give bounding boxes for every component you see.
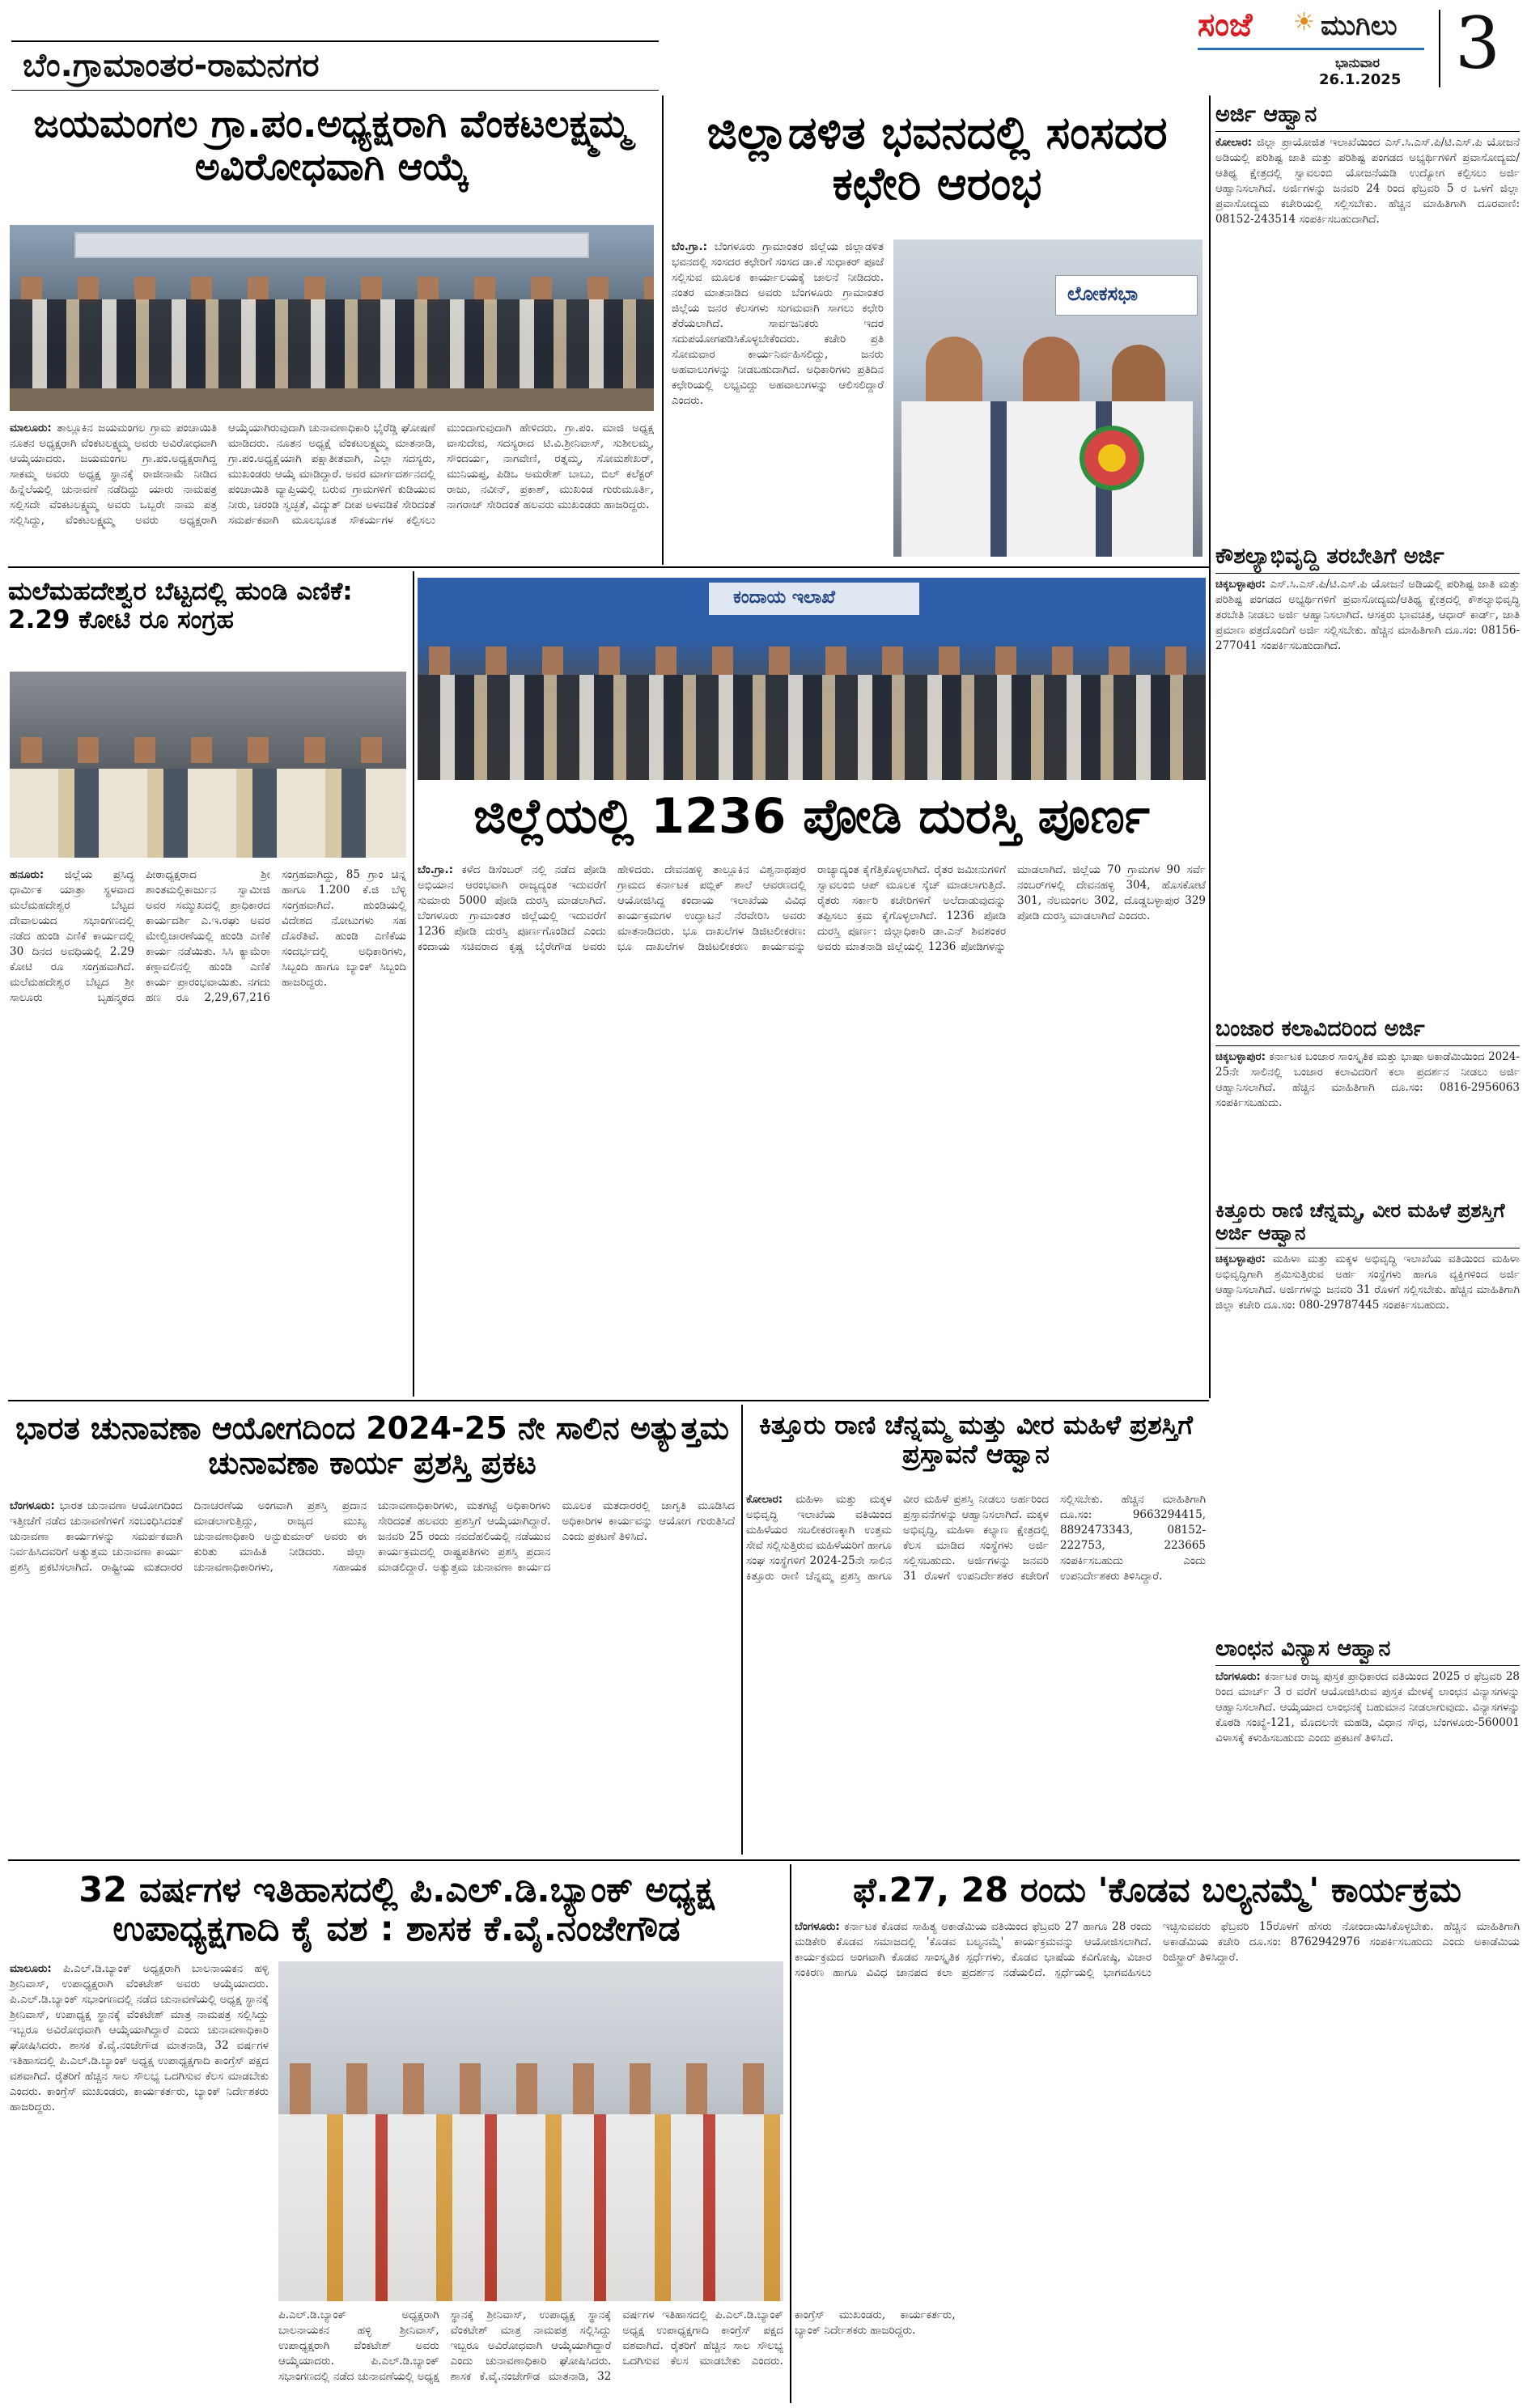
notice-body: ಕರ್ನಾಟಕ ಬಂಜಾರ ಸಾಂಸ್ಕೃತಿಕ ಮತ್ತು ಭಾಷಾ ಅಕಾಡೆಮಿಯಿಂದ 2024-25ನೇ ಸಾಲಿನಲ್ಲಿ ಬಂಜಾರ ಕಲಾವಿದರಿಗೆ ಕಲಾ ಪ್ರದರ್ಶನ ನೀಡಲು ಅರ್ಜಿ ಆಹ್ವಾನಿಸಲಾಗಿದೆ. ಹೆಚ್ಚಿನ ಮಾಹಿತಿಗಾಗಿ ದೂ.ಸಂ: 0816-2956063 ಸಂಪರ್ಕಿಸಬಹುದು. xyxy=(1215,1050,1520,1109)
page-number: 3 xyxy=(1455,2,1500,85)
divider xyxy=(8,1400,1209,1401)
article-podi xyxy=(418,571,1206,1397)
body-text: ಕರ್ನಾಟಕ ಕೊಡವ ಸಾಹಿತ್ಯ ಅಕಾಡೆಮಿಯ ವತಿಯಿಂದ ಫೆಬ್ರವರಿ 27 ಹಾಗೂ 28 ರಂದು ಮಡಿಕೇರಿ ಕೊಡವ ಸಮಾಜದಲ್ಲಿ 'ಕೊಡವ ಬಲ್ಯನಮ್ಮೆ' ಕಾರ್ಯಕ್ರಮವನ್ನು ಆಯೋಜಿಸಲಾಗಿದೆ. ಕಾರ್ಯಕ್ರಮದ ಅಂಗವಾಗಿ ಕೊಡವ ಸಾಂಸ್ಕೃತಿಕ ಸ್ಪರ್ಧೆಗಳು, ಕೊಡವ ಭಾಷೆಯ ಕವಿಗೋಷ್ಠಿ, ವಿಚಾರ ಸಂಕಿರಣ ಹಾಗೂ ವಿವಿಧ ಜಾನಪದ ಕಲಾ ಪ್ರದರ್ಶನ ನಡೆಯಲಿದೆ. ಸ್ಪರ್ಧೆಯಲ್ಲಿ ಭಾಗವಹಿಸಲು ಇಚ್ಛಿಸುವವರು ಫೆಬ್ರವರಿ 15ರೊಳಗೆ ಹೆಸರು ನೋಂದಾಯಿಸಿಕೊಳ್ಳಬೇಕು. ಹೆಚ್ಚಿನ ಮಾಹಿತಿಗಾಗಿ ಅಕಾಡೆಮಿಯ ಕಚೇರಿ ದೂ.ಸಂ: 8762942976 ಸಂಪರ್ಕಿಸಬಹುದು ಎಂದು ಅಕಾಡೆಮಿಯ ರಿಜಿಸ್ಟ್ರಾರ್ ತಿಳಿಸಿದ್ದಾರೆ. xyxy=(795,1920,1520,1979)
article-election-award xyxy=(8,1405,736,1855)
headline: 32 ವರ್ಷಗಳ ಇತಿಹಾಸದಲ್ಲಿ ಪಿ.ಎಲ್.ಡಿ.ಬ್ಯಾಂಕ್ ಅಧ್ಯಕ್ಷ ಉಪಾಧ್ಯಕ್ಷಗಾದಿ ಕೈ ವಶ : ಶಾಸಕ ಕೆ.ವೈ.ನಂಜೇಗೌಡ xyxy=(78,1870,715,1950)
section-title: ಬೆಂ.ಗ್ರಾಮಾಂತರ-ರಾಮನಗರ xyxy=(23,47,320,84)
dateline: ಚಿಕ್ಕಬಳ್ಳಾಪುರ: xyxy=(1215,1253,1266,1265)
divider xyxy=(8,1859,1520,1861)
divider xyxy=(790,1864,791,2403)
article-body xyxy=(10,421,654,558)
notice-title: ಕಿತ್ತೂರು ರಾಣಿ ಚೆನ್ನಮ್ಮ, ವೀರ ಮಹಿಳೆ ಪ್ರಶಸ್ತಿಗೆ ಅರ್ಜಿ ಆಹ್ವಾನ xyxy=(1215,1198,1520,1249)
hundi-counting-photo xyxy=(10,672,406,858)
headline: ಜಯಮಂಗಲ ಗ್ರಾ.ಪಂ.ಅಧ್ಯಕ್ಷರಾಗಿ ವೆಂಕಟಲಕ್ಷ್ಮಮ್ಮ ಅವಿರೋಧವಾಗಿ ಆಯ್ಕೆ xyxy=(33,102,630,189)
masthead-divider xyxy=(1439,10,1440,87)
article-body xyxy=(10,1499,735,1851)
article-body xyxy=(746,1492,1206,1851)
headline: ಭಾರತ ಚುನಾವಣಾ ಆಯೋಗದಿಂದ 2024-25 ನೇ ಸಾಲಿನ ಅತ್ಯುತ್ತಮ ಚುನಾವಣಾ ಕಾರ್ಯ ಪ್ರಶಸ್ತಿ ಪ್ರಕಟ xyxy=(15,1410,729,1481)
dateline: ಚಿಕ್ಕಬಳ್ಳಾಪುರ: xyxy=(1215,578,1266,591)
dateline: ಬೆಂ.ಗ್ರಾ.: xyxy=(672,240,708,253)
masthead xyxy=(1198,3,1521,91)
page-header xyxy=(0,0,1527,93)
palm-icon: ☀ xyxy=(1293,8,1315,36)
dateline: ಬೆಂಗಳೂರು: xyxy=(795,1920,840,1933)
mp-office-photo xyxy=(893,240,1203,557)
article-body xyxy=(672,240,884,557)
newspaper-logo xyxy=(1198,6,1424,50)
divider xyxy=(741,1405,743,1855)
notices-sidebar-lower xyxy=(1215,1198,1520,1926)
article-mp-office xyxy=(670,95,1204,561)
body-text: ಮಹಿಳಾ ಮತ್ತು ಮಕ್ಕಳ ಅಭಿವೃದ್ಧಿ ಇಲಾಖೆಯ ವತಿಯಿಂದ ಮಹಿಳೆಯರ ಸಬಲೀಕರಣಕ್ಕಾಗಿ ಉತ್ತಮ ಸೇವೆ ಸಲ್ಲಿಸುತ್ತಿರುವ ಮಹಿಳೆಯರಿಗೆ ಹಾಗೂ ಸಂಘ ಸಂಸ್ಥೆಗಳಿಗೆ 2024-25ನೇ ಸಾಲಿನ ಕಿತ್ತೂರು ರಾಣಿ ಚೆನ್ನಮ್ಮ ಪ್ರಶಸ್ತಿ ಹಾಗೂ ವೀರ ಮಹಿಳೆ ಪ್ರಶಸ್ತಿ ನೀಡಲು ಅರ್ಹರಿಂದ ಪ್ರಸ್ತಾವನೆಗಳನ್ನು ಆಹ್ವಾನಿಸಲಾಗಿದೆ. ಮಕ್ಕಳ ಅಭಿವೃದ್ಧಿ, ಮಹಿಳಾ ಕಲ್ಯಾಣ ಕ್ಷೇತ್ರದಲ್ಲಿ ಕೆಲಸ ಮಾಡಿದ ಸಂಸ್ಥೆಗಳು ಅರ್ಜಿ ಸಲ್ಲಿಸಬಹುದು. ಅರ್ಜಿಗಳನ್ನು ಜನವರಿ 31 ರೊಳಗೆ ಉಪನಿರ್ದೇಶಕರ ಕಚೇರಿಗೆ ಸಲ್ಲಿಸಬೇಕು. ಹೆಚ್ಚಿನ ಮಾಹಿತಿಗಾಗಿ ದೂ.ಸಂ: 9663294415, 8892473343, 08152-222753, 223665 ಸಂಪರ್ಕಿಸಬಹುದು ಎಂದು ಉಪನಿರ್ದೇಶಕರು ತಿಳಿಸಿದ್ದಾರೆ. xyxy=(746,1493,1206,1583)
notice-body: ಎಸ್.ಸಿ.ಎಸ್.ಪಿ/ಟಿ.ಎಸ್.ಪಿ ಯೋಜನೆ ಅಡಿಯಲ್ಲಿ ಪರಿಶಿಷ್ಟ ಜಾತಿ ಮತ್ತು ಪರಿಶಿಷ್ಟ ಪಂಗಡದ ಅಭ್ಯರ್ಥಿಗಳಿಗೆ ಪ್ರವಾಸೋದ್ಯಮ/ಆತಿಥ್ಯ ಕ್ಷೇತ್ರದಲ್ಲಿ ಕೌಶಲ್ಯಾಭಿವೃದ್ಧಿ ತರಬೇತಿ ನೀಡಲು ಅರ್ಜಿ ಆಹ್ವಾನಿಸಲಾಗಿದೆ. ಆಸಕ್ತರು ಭಾವಚಿತ್ರ, ಆಧಾರ್ ಕಾರ್ಡ್, ಜಾತಿ ಪ್ರಮಾಣ ಪತ್ರದೊಂದಿಗೆ ಅರ್ಜಿ ಸಲ್ಲಿಸಬೇಕು. ಹೆಚ್ಚಿನ ಮಾಹಿತಿಗಾಗಿ ದೂ.ಸಂ: 08156-277041 ಸಂಪರ್ಕಿಸಬಹುದಾಗಿದೆ. xyxy=(1215,578,1520,652)
article-jayamangala xyxy=(8,95,655,561)
headline: ಕಿತ್ತೂರು ರಾಣಿ ಚೆನ್ನಮ್ಮ ಮತ್ತು ವೀರ ಮಹಿಳೆ ಪ್ರಶಸ್ತಿಗೆ ಪ್ರಸ್ತಾವನೆ ಆಹ್ವಾನ xyxy=(759,1410,1193,1469)
headline: ಮಲೆಮಹದೇಶ್ವರ ಬೆಟ್ಟದಲ್ಲಿ ಹುಂಡಿ ಎಣಿಕೆ: 2.29 ಕೋಟಿ ರೂ ಸಂಗ್ರಹ xyxy=(8,577,353,634)
dateline: ಚಿಕ್ಕಬಳ್ಳಾಪುರ: xyxy=(1215,1050,1266,1063)
body-text: ತಾಲ್ಲೂಕಿನ ಜಯಮಂಗಲ ಗ್ರಾಮ ಪಂಚಾಯಿತಿ ನೂತನ ಅಧ್ಯಕ್ಷರಾಗಿ ವೆಂಕಟಲಕ್ಷ್ಮಮ್ಮ ಅವರು ಅವಿರೋಧವಾಗಿ ಆಯ್ಕೆಯಾದರು. ಜಯಮಂಗಲ ಗ್ರಾ.ಪಂ.ಅಧ್ಯಕ್ಷರಾಗಿದ್ದ ಸಾಕಮ್ಮ ಅವರು ಅಧ್ಯಕ್ಷ ಸ್ಥಾನಕ್ಕೆ ರಾಜೀನಾಮೆ ನೀಡಿದ ಹಿನ್ನೆಲೆಯಲ್ಲಿ ಚುನಾವಣೆ ನಡೆದಿದ್ದು ಯಾರು ನಾಮಪತ್ರ ಸಲ್ಲಿಸದೇ ವೆಂಕಟಲಕ್ಷ್ಮಮ್ಮ ಅವರು ಒಬ್ಬರೇ ನಾಮ ಪತ್ರ ಸಲ್ಲಿಸಿದ್ದು, ವೆಂಕಟಲಕ್ಷ್ಮಮ್ಮ ಅವರು ಅಧ್ಯಕ್ಷರಾಗಿ ಆಯ್ಕೆಯಾಗಿರುವುದಾಗಿ ಚುನಾವಣಾಧಿಕಾರಿ ಭೈರೆಡ್ಡಿ ಘೋಷಣೆ ಮಾಡಿದರು. ನೂತನ ಅಧ್ಯಕ್ಷೆ ವೆಂಕಟಲಕ್ಷ್ಮಮ್ಮ ಮಾತನಾಡಿ, ಗ್ರಾ.ಪಂ.ಅಧ್ಯಕ್ಷೆಯಾಗಿ ಪಕ್ಷಾತೀತವಾಗಿ, ಎಲ್ಲಾ ಸದಸ್ಯರು, ಮುಖಂಡರು ಆಯ್ಕೆ ಮಾಡಿದ್ದಾರೆ. ಅವರ ಮಾರ್ಗದರ್ಶನದಲ್ಲಿ ಪಂಚಾಯಿತಿ ವ್ಯಾಪ್ತಿಯಲ್ಲಿ ಬರುವ ಗ್ರಾಮಗಳಿಗೆ ಕುಡಿಯುವ ನೀರು, ಚರಂಡಿ ಸ್ವಚ್ಛತೆ, ವಿದ್ಯುತ್ ದೀಪ ಅಳವಡಿಕೆ ಸೇರಿದಂತೆ ಸಮರ್ಪಕವಾಗಿ ಮೂಲಭೂತ ಸೌಕರ್ಯಗಳ ಕಲ್ಪಿಸಲು ಮುಂದಾಗುವುದಾಗಿ ಹೇಳಿದರು. ಗ್ರಾ.ಪಂ. ಮಾಜಿ ಅಧ್ಯಕ್ಷ ವಾಸುದೇವ, ಸದಸ್ಯರಾದ ಟಿ.ವಿ.ಶ್ರೀನಿವಾಸ್, ಸುಶೀಲಮ್ಮ, ಸೌಂದರ್ಯ, ನಾಗವೇಣಿ, ರತ್ನಮ್ಮ, ಸೋಮಶೇಖರ್, ಮುನಿಯಪ್ಪ, ಪಿಡಿಒ ಅಮರೇಶ್ ಬಾಬು, ಬಿಲ್ ಕಲೆಕ್ಟರ್ ರಾಜು, ನವೀನ್, ಪ್ರಕಾಶ್, ಮುಖಂಡ ಗುರುಮೂರ್ತಿ, ನಾಗರಾಜ್ ಸೇರಿದಂತೆ ಹಲವರು ಮುಖಂಡರು ಹಾಜರಿದ್ದರು. xyxy=(10,422,654,527)
notice-title: ಅರ್ಜಿ ಆಹ್ವಾನ xyxy=(1215,100,1520,132)
article-body-continued xyxy=(278,2308,956,2398)
article-body xyxy=(10,1961,269,2398)
revenue-event-photo xyxy=(418,578,1206,780)
event-banner xyxy=(709,583,919,615)
notice-body: ಜಿಲ್ಲಾ ಪ್ರಾಯೋಜಿತ ಇಲಾಖೆಯಿಂದ ಎಸ್.ಸಿ.ಎಸ್.ಪಿ/ಟಿ.ಎಸ್.ಪಿ ಯೋಜನೆ ಅಡಿಯಲ್ಲಿ ಪರಿಶಿಷ್ಟ ಜಾತಿ ಮತ್ತು ಪರಿಶಿಷ್ಟ ಪಂಗಡದ ಅಭ್ಯರ್ಥಿಗಳಿಗೆ ಪ್ರವಾಸೋದ್ಯಮ/ಆತಿಥ್ಯ ಕ್ಷೇತ್ರದಲ್ಲಿ ಸ್ವಾವಲಂಬಿ ಯೋಜನೆಯಡಿ ಉದ್ಯೋಗ ಕಲ್ಪಿಸಲು ಅರ್ಜಿ ಆಹ್ವಾನಿಸಲಾಗಿದೆ. ಅರ್ಜಿಗಳನ್ನು ಜನವರಿ 24 ರಿಂದ ಫೆಬ್ರವರಿ 5 ರ ಒಳಗೆ ಜಿಲ್ಲಾ ಪ್ರವಾಸೋದ್ಯಮ ಕಚೇರಿಯಲ್ಲಿ ಸಲ್ಲಿಸಬೇಕು. ಹೆಚ್ಚಿನ ಮಾಹಿತಿಗಾಗಿ ದೂರವಾಣಿ: 08152-243514 ಸಂಪರ್ಕಿಸಬಹುದಾಗಿದೆ. xyxy=(1215,136,1520,226)
article-body xyxy=(418,863,1206,1393)
notice-body: ಕರ್ನಾಟಕ ರಾಜ್ಯ ಪುಸ್ತಕ ಪ್ರಾಧಿಕಾರದ ವತಿಯಿಂದ 2025 ರ ಫೆಬ್ರವರಿ 28 ರಿಂದ ಮಾರ್ಚ್ 3 ರ ವರೆಗೆ ಆಯೋಜಿಸಿರುವ ಪುಸ್ತಕ ಮೇಳಕ್ಕೆ ಲಾಂಛನ ವಿನ್ಯಾಸಗಳನ್ನು ಆಹ್ವಾನಿಸಲಾಗಿದೆ. ಆಯ್ಕೆಯಾದ ಲಾಂಛನಕ್ಕೆ ಬಹುಮಾನ ನೀಡಲಾಗುವುದು. ವಿನ್ಯಾಸಗಳನ್ನು ಕೊಠಡಿ ಸಂಖ್ಯೆ-121, ಮೊದಲನೇ ಮಹಡಿ, ವಿಧಾನ ಸೌಧ, ಬೆಂಗಳೂರು-560001 ವಿಳಾಸಕ್ಕೆ ಕಳುಹಿಸಬಹುದು ಎಂದು ಪ್ರಕಟಣೆ ತಿಳಿಸಿದೆ. xyxy=(1215,1670,1520,1745)
dateline: ಕೋಲಾರ: xyxy=(746,1493,783,1506)
headline: ಫೆ.27, 28 ರಂದು 'ಕೊಡವ ಬಲ್ಯನಮ್ಮೆ' ಕಾರ್ಯಕ್ರಮ xyxy=(853,1870,1461,1910)
notice-title: ಕೌಶಲ್ಯಾಭಿವೃದ್ದಿ ತರಬೇತಿಗೆ ಅರ್ಜಿ xyxy=(1215,542,1520,574)
body-text: ಭಾರತ ಚುನಾವಣಾ ಆಯೋಗದಿಂದ ಇತ್ತೀಚೆಗೆ ನಡೆದ ಚುನಾವಣೆಗಳಿಗೆ ಸಂಬಂಧಿಸಿದಂತೆ ಚುನಾವಣಾ ಕಾರ್ಯಗಳನ್ನು ಸಮರ್ಪಕವಾಗಿ ನಿರ್ವಹಿಸಿದವರಿಗೆ ಅತ್ಯುತ್ತಮ ಚುನಾವಣಾ ಕಾರ್ಯ ಪ್ರಶಸ್ತಿ ಪ್ರಕಟಿಸಲಾಗಿದೆ. ರಾಷ್ಟ್ರೀಯ ಮತದಾರರ ದಿನಾಚರಣೆಯ ಅಂಗವಾಗಿ ಪ್ರಶಸ್ತಿ ಪ್ರದಾನ ಮಾಡಲಾಗುತ್ತಿದ್ದು, ರಾಜ್ಯದ ಮುಖ್ಯ ಚುನಾವಣಾಧಿಕಾರಿ ಅನ್ಬುಕುಮಾರ್ ಅವರು ಈ ಕುರಿತು ಮಾಹಿತಿ ನೀಡಿದರು. ಜಿಲ್ಲಾ ಚುನಾವಣಾಧಿಕಾರಿಗಳು, ಸಹಾಯಕ ಚುನಾವಣಾಧಿಕಾರಿಗಳು, ಮತಗಟ್ಟೆ ಅಧಿಕಾರಿಗಳು ಸೇರಿದಂತೆ ಹಲವರು ಪ್ರಶಸ್ತಿಗೆ ಆಯ್ಕೆಯಾಗಿದ್ದಾರೆ. ಜನವರಿ 25 ರಂದು ನವದೆಹಲಿಯಲ್ಲಿ ನಡೆಯುವ ಕಾರ್ಯಕ್ರಮದಲ್ಲಿ ರಾಷ್ಟ್ರಪತಿಗಳು ಪ್ರಶಸ್ತಿ ಪ್ರದಾನ ಮಾಡಲಿದ್ದಾರೆ. ಅತ್ಯುತ್ತಮ ಚುನಾವಣಾ ಕಾರ್ಯದ ಮೂಲಕ ಮತದಾರರಲ್ಲಿ ಜಾಗೃತಿ ಮೂಡಿಸಿದ ಅಧಿಕಾರಿಗಳ ಕಾರ್ಯವನ್ನು ಆಯೋಗ ಗುರುತಿಸಿದೆ ಎಂದು ಪ್ರಕಟಣೆ ತಿಳಿಸಿದೆ. xyxy=(10,1499,735,1574)
section-banner xyxy=(11,40,659,91)
group-photo xyxy=(10,225,654,411)
notice-title: ಲಾಂಛನ ವಿನ್ಯಾಸ ಆಹ್ವಾನ xyxy=(1215,1634,1520,1666)
divider xyxy=(1209,95,1211,1398)
dateline: ಕೋಲಾರ: xyxy=(1215,136,1253,149)
logo-sanje: ಸಂಜೆ xyxy=(1198,6,1253,44)
notice-1 xyxy=(1215,100,1520,529)
dateline: ಮಾಲೂರು: xyxy=(10,422,52,435)
dateline: ಬೆಂ.ಗ್ರಾ.: xyxy=(418,863,454,876)
article-body xyxy=(795,1919,1520,2400)
notice-title: ಬಂಜಾರ ಕಲಾವಿದರಿಂದ ಅರ್ಜಿ xyxy=(1215,1015,1520,1046)
body-text: ಪಿ.ಎಲ್.ಡಿ.ಬ್ಯಾಂಕ್ ಅಧ್ಯಕ್ಷರಾಗಿ ಬಾಲನಾಯಕನ ಹಳ್ಳಿ ಶ್ರೀನಿವಾಸ್, ಉಪಾಧ್ಯಕ್ಷರಾಗಿ ವೆಂಕಟೇಶ್ ಅವರು ಆಯ್ಕೆಯಾದರು. ಪಿ.ಎಲ್.ಡಿ.ಬ್ಯಾಂಕ್ ಸಭಾಂಗಣದಲ್ಲಿ ನಡೆದ ಚುನಾವಣೆಯಲ್ಲಿ ಅಧ್ಯಕ್ಷ ಸ್ಥಾನಕ್ಕೆ ಶ್ರೀನಿವಾಸ್, ಉಪಾಧ್ಯಕ್ಷ ಸ್ಥಾನಕ್ಕೆ ವೆಂಕಟೇಶ್ ಮಾತ್ರ ನಾಮಪತ್ರ ಸಲ್ಲಿಸಿದ್ದು ಇಬ್ಬರೂ ಅವಿರೋಧವಾಗಿ ಆಯ್ಕೆಯಾಗಿದ್ದಾರೆ ಎಂದು ಚುನಾವಣಾಧಿಕಾರಿ ಘೋಷಿಸಿದರು. ಶಾಸಕ ಕೆ.ವೈ.ನಂಜೇಗೌಡ ಮಾತನಾಡಿ, 32 ವರ್ಷಗಳ ಇತಿಹಾಸದಲ್ಲಿ ಪಿ.ಎಲ್.ಡಿ.ಬ್ಯಾಂಕ್ ಅಧ್ಯಕ್ಷ ಉಪಾಧ್ಯಕ್ಷಗಾದಿ ಕಾಂಗ್ರೆಸ್ ಪಕ್ಷದ ವಶವಾಗಿದೆ. ರೈತರಿಗೆ ಹೆಚ್ಚಿನ ಸಾಲ ಸೌಲಭ್ಯ ಒದಗಿಸುವ ಕೆಲಸ ಮಾಡಬೇಕು ಎಂದರು. ಕಾಂಗ್ರೆಸ್ ಮುಖಂಡರು, ಕಾರ್ಯಕರ್ತರು, ಬ್ಯಾಂಕ್ ನಿರ್ದೇಶಕರು ಹಾಜರಿದ್ದರು. xyxy=(10,1962,269,2113)
body-text: ಬೆಂಗಳೂರು ಗ್ರಾಮಾಂತರ ಜಿಲ್ಲೆಯ ಜಿಲ್ಲಾಡಳಿತ ಭವನದಲ್ಲಿ ಸಂಸದರ ಕಛೇರಿಗೆ ಸಂಸದ ಡಾ.ಕೆ ಸುಧಾಕರ್ ಪೂಜೆ ಸಲ್ಲಿಸುವ ಮೂಲಕ ಕಾರ್ಯಾಲಯಕ್ಕೆ ಚಾಲನೆ ನೀಡಿದರು. ನಂತರ ಮಾತನಾಡಿದ ಅವರು ಬೆಂಗಳೂರು ಗ್ರಾಮಾಂತರ ಜಿಲ್ಲೆಯ ಜನರ ಕೆಲಸಗಳು ಸುಗಮವಾಗಿ ಸಾಗಲು ಕಛೇರಿ ತೆರೆಯಲಾಗಿದೆ. ಸಾರ್ವಜನಿಕರು ಇದರ ಸದುಪಯೋಗಪಡಿಸಿಕೊಳ್ಳಬೇಕೆಂದರು. ಕಚೇರಿ ಪ್ರತಿ ಸೋಮವಾರ ಕಾರ್ಯನಿರ್ವಹಿಸಲಿದ್ದು, ಜನರು ಅಹವಾಲುಗಳನ್ನು ನೀಡಬಹುದಾಗಿದೆ. ಅಧಿಕಾರಿಗಳು ಪ್ರತಿದಿನ ಕಛೇರಿಯಲ್ಲಿ ಲಭ್ಯವಿದ್ದು ಅಹವಾಲುಗಳನ್ನು ಆಲಿಸಲಿದ್ದಾರೆ ಎಂದರು. xyxy=(672,240,884,407)
issue-date: 26.1.2025 xyxy=(1319,71,1402,88)
banner-text: ಲೋಕಸಭಾ xyxy=(1067,282,1139,305)
logo-mugilu: ಮುಗಿಲು xyxy=(1321,10,1398,42)
article-kodava xyxy=(795,1864,1520,2403)
divider xyxy=(8,566,1209,568)
divider xyxy=(413,571,414,1397)
dateline: ಬೆಂಗಳೂರು: xyxy=(1215,1670,1261,1683)
dateline: ಬೆಂಗಳೂರು: xyxy=(10,1499,55,1512)
body-text: ಜಿಲ್ಲೆಯ ಪ್ರಸಿದ್ಧ ಧಾರ್ಮಿಕ ಯಾತ್ರಾ ಸ್ಥಳವಾದ ಮಲೆಮಹದೇಶ್ವರ ಬೆಟ್ಟದ ದೇವಾಲಯದ ಸಭಾಂಗಣದಲ್ಲಿ ನಡೆದ ಹುಂಡಿ ಎಣಿಕೆ ಕಾರ್ಯದಲ್ಲಿ 30 ದಿನದ ಅವಧಿಯಲ್ಲಿ 2.29 ಕೋಟಿ ರೂ ಸಂಗ್ರಹವಾಗಿದೆ. ಮಲೆಮಹದೇಶ್ವರ ಬೆಟ್ಟದ ಶ್ರೀ ಸಾಲೂರು ಬೃಹನ್ಮಠದ ಪೀಠಾಧ್ಯಕ್ಷರಾದ ಶ್ರೀ ಶಾಂತಮಲ್ಲಿಕಾರ್ಜುನ ಸ್ವಾಮೀಜಿ ಅವರ ಸಮ್ಮುಖದಲ್ಲಿ ಪ್ರಾಧಿಕಾರದ ಕಾರ್ಯದರ್ಶಿ ಎ.ಇ.ರಘು ಅವರ ಮೇಲ್ವಿಚಾರಣೆಯಲ್ಲಿ ಹುಂಡಿ ಎಣಿಕೆ ಕಾರ್ಯ ನಡೆಯಿತು. ಸಿಸಿ ಕ್ಯಾಮೆರಾ ಕಣ್ಗಾವಲಿನಲ್ಲಿ ಹುಂಡಿ ಎಣಿಕೆ ಕಾರ್ಯ ಪ್ರಾರಂಭವಾಯಿತು. ನಗದು ಹಣ ರೂ 2,29,67,216 ಸಂಗ್ರಹವಾಗಿದ್ದು, 85 ಗ್ರಾಂ ಚಿನ್ನ ಹಾಗೂ 1.200 ಕೆ.ಜಿ ಬೆಳ್ಳಿ ಸಂಗ್ರಹವಾಗಿದೆ. ಹುಂಡಿಯಲ್ಲಿ ವಿದೇಶದ ನೋಟುಗಳು ಸಹ ದೊರೆತಿವೆ. ಹುಂಡಿ ಎಣಿಕೆಯ ಸಂದರ್ಭದಲ್ಲಿ ಅಧಿಕಾರಿಗಳು, ಸಿಬ್ಬಂದಿ ಹಾಗೂ ಬ್ಯಾಂಕ್ ಸಿಬ್ಬಂದಿ ಹಾಜರಿದ್ದರು. xyxy=(10,868,406,1004)
divider xyxy=(662,95,664,565)
body-text: ಕಳೆದ ಡಿಸೆಂಬರ್ ನಲ್ಲಿ ನಡೆದ ಪೋಡಿ ಅಭಿಯಾನ ಆರಂಭವಾಗಿ ರಾಜ್ಯದ್ಯಂತ ಇದುವರೆಗೆ ಸುಮಾರು 5000 ಪೋಡಿ ದುರಸ್ತಿ ಮಾಡಲಾಗಿದೆ. ಬೆಂಗಳೂರು ಗ್ರಾಮಾಂತರ ಜಿಲ್ಲೆಯಲ್ಲಿ ಇದುವರೆಗೆ 1236 ಪೋಡಿ ದುರಸ್ತಿ ಪೂರ್ಣಗೊಂಡಿದೆ ಎಂದು ಕಂದಾಯ ಸಚಿವರಾದ ಕೃಷ್ಣ ಬೈರೇಗೌಡ ಅವರು ಹೇಳಿದರು. ದೇವನಹಳ್ಳಿ ತಾಲ್ಲೂಕಿನ ವಿಶ್ವನಾಥಪುರ ಗ್ರಾಮದ ಕರ್ನಾಟಕ ಪಬ್ಲಿಕ್ ಶಾಲೆ ಆವರಣದಲ್ಲಿ ಆಯೋಜಿಸಿದ್ದ ಕಂದಾಯ ಇಲಾಖೆಯ ವಿವಿಧ ಕಾರ್ಯಕ್ರಮಗಳ ಉದ್ಘಾಟನೆ ನೆರವೇರಿಸಿ ಅವರು ಮಾತನಾಡಿದರು. ಭೂ ದಾಖಲೆಗಳ ಡಿಜಿಟಲೀಕರಣ: ಭೂ ದಾಖಲೆಗಳ ಡಿಜಿಟಲೀಕರಣ ಕಾರ್ಯವನ್ನು ರಾಜ್ಯಾದ್ಯಂತ ಕೈಗೆತ್ತಿಕೊಳ್ಳಲಾಗಿದೆ. ರೈತರ ಜಮೀನುಗಳಿಗೆ ಸ್ವಾವಲಂಬಿ ಆಪ್ ಮೂಲಕ ಸ್ಕೆಚ್ ಮಾಡಲಾಗುತ್ತಿದೆ. ರೈತರು ಸರ್ಕಾರಿ ಕಚೇರಿಗಳಿಗೆ ಅಲೆದಾಡುವುದನ್ನು ತಪ್ಪಿಸಲು ಕ್ರಮ ಕೈಗೊಳ್ಳಲಾಗಿದೆ. 1236 ಪೋಡಿ ದುರಸ್ತಿ ಪೂರ್ಣ: ಜಿಲ್ಲಾಧಿಕಾರಿ ಡಾ.ಎನ್ ಶಿವಶಂಕರ ಅವರು ಮಾತನಾಡಿ ಜಿಲ್ಲೆಯಲ್ಲಿ 1236 ಪೋಡಿಗಳನ್ನು ಮಾಡಲಾಗಿದೆ. ಜಿಲ್ಲೆಯ 70 ಗ್ರಾಮಗಳ 90 ಸರ್ವೆ ನಂಬರ್‌ಗಳಲ್ಲಿ ದೇವನಹಳ್ಳಿ 304, ಹೊಸಕೋಟೆ 301, ನೆಲಮಂಗಲ 302, ದೊಡ್ಡಬಳ್ಳಾಪುರ 329 ಪೋಡಿ ದುರಸ್ತಿ ಮಾಡಲಾಗಿದೆ ಎಂದರು. xyxy=(418,863,1206,953)
notice-body: ಮಹಿಳಾ ಮತ್ತು ಮಕ್ಕಳ ಅಭಿವೃದ್ಧಿ ಇಲಾಖೆಯ ವತಿಯಿಂದ ಮಹಿಳಾ ಅಭಿವೃದ್ಧಿಗಾಗಿ ಶ್ರಮಿಸುತ್ತಿರುವ ಅರ್ಹ ಸಂಸ್ಥೆಗಳು ಹಾಗೂ ವ್ಯಕ್ತಿಗಳಿಂದ ಅರ್ಜಿ ಆಹ್ವಾನಿಸಲಾಗಿದೆ. ಅರ್ಜಿಗಳನ್ನು ಜನವರಿ 31 ರೊಳಗೆ ಸಲ್ಲಿಸಬೇಕು. ಹೆಚ್ಚಿನ ಮಾಹಿತಿಗಾಗಿ ಜಿಲ್ಲಾ ಕಚೇರಿ ದೂ.ಸಂ: 080-29787445 ಸಂಪರ್ಕಿಸಬಹುದು. xyxy=(1215,1253,1520,1312)
article-kittur-award xyxy=(746,1405,1206,1855)
banner-text: ಕಂದಾಯ ಇಲಾಖೆ xyxy=(733,587,836,608)
loksabha-banner xyxy=(1055,275,1198,316)
body-text-continued: ಪಿ.ಎಲ್.ಡಿ.ಬ್ಯಾಂಕ್ ಅಧ್ಯಕ್ಷರಾಗಿ ಬಾಲನಾಯಕನ ಹಳ್ಳಿ ಶ್ರೀನಿವಾಸ್, ಉಪಾಧ್ಯಕ್ಷರಾಗಿ ವೆಂಕಟೇಶ್ ಅವರು ಆಯ್ಕೆಯಾದರು. ಪಿ.ಎಲ್.ಡಿ.ಬ್ಯಾಂಕ್ ಸಭಾಂಗಣದಲ್ಲಿ ನಡೆದ ಚುನಾವಣೆಯಲ್ಲಿ ಅಧ್ಯಕ್ಷ ಸ್ಥಾನಕ್ಕೆ ಶ್ರೀನಿವಾಸ್, ಉಪಾಧ್ಯಕ್ಷ ಸ್ಥಾನಕ್ಕೆ ವೆಂಕಟೇಶ್ ಮಾತ್ರ ನಾಮಪತ್ರ ಸಲ್ಲಿಸಿದ್ದು ಇಬ್ಬರೂ ಅವಿರೋಧವಾಗಿ ಆಯ್ಕೆಯಾಗಿದ್ದಾರೆ ಎಂದು ಚುನಾವಣಾಧಿಕಾರಿ ಘೋಷಿಸಿದರು. ಶಾಸಕ ಕೆ.ವೈ.ನಂಜೇಗೌಡ ಮಾತನಾಡಿ, 32 ವರ್ಷಗಳ ಇತಿಹಾಸದಲ್ಲಿ ಪಿ.ಎಲ್.ಡಿ.ಬ್ಯಾಂಕ್ ಅಧ್ಯಕ್ಷ ಉಪಾಧ್ಯಕ್ಷಗಾದಿ ಕಾಂಗ್ರೆಸ್ ಪಕ್ಷದ ವಶವಾಗಿದೆ. ರೈತರಿಗೆ ಹೆಚ್ಚಿನ ಸಾಲ ಸೌಲಭ್ಯ ಒದಗಿಸುವ ಕೆಲಸ ಮಾಡಬೇಕು ಎಂದರು. ಕಾಂಗ್ರೆಸ್ ಮುಖಂಡರು, ಕಾರ್ಯಕರ್ತರು, ಬ್ಯಾಂಕ್ ನಿರ್ದೇಶಕರು ಹಾಜರಿದ್ದರು. xyxy=(278,2308,956,2383)
dateline: ಮಾಲೂರು: xyxy=(10,1962,52,1975)
headline: ಜಿಲ್ಲೆಯಲ್ಲಿ 1236 ಪೋಡಿ ದುರಸ್ತಿ ಪೂರ್ಣ xyxy=(473,788,1150,845)
notice-4 xyxy=(1215,1198,1520,1618)
weekday: ಭಾನುವಾರ xyxy=(1335,55,1380,70)
article-hundi xyxy=(8,571,409,1397)
article-body xyxy=(10,867,406,1393)
pld-bank-photo xyxy=(278,1961,783,2301)
headline: ಜಿಲ್ಲಾಡಳಿತ ಭವನದಲ್ಲಿ ಸಂಸದರ ಕಛೇರಿ ಆರಂಭ xyxy=(706,107,1168,210)
dateline: ಹನೂರು: xyxy=(10,868,45,881)
